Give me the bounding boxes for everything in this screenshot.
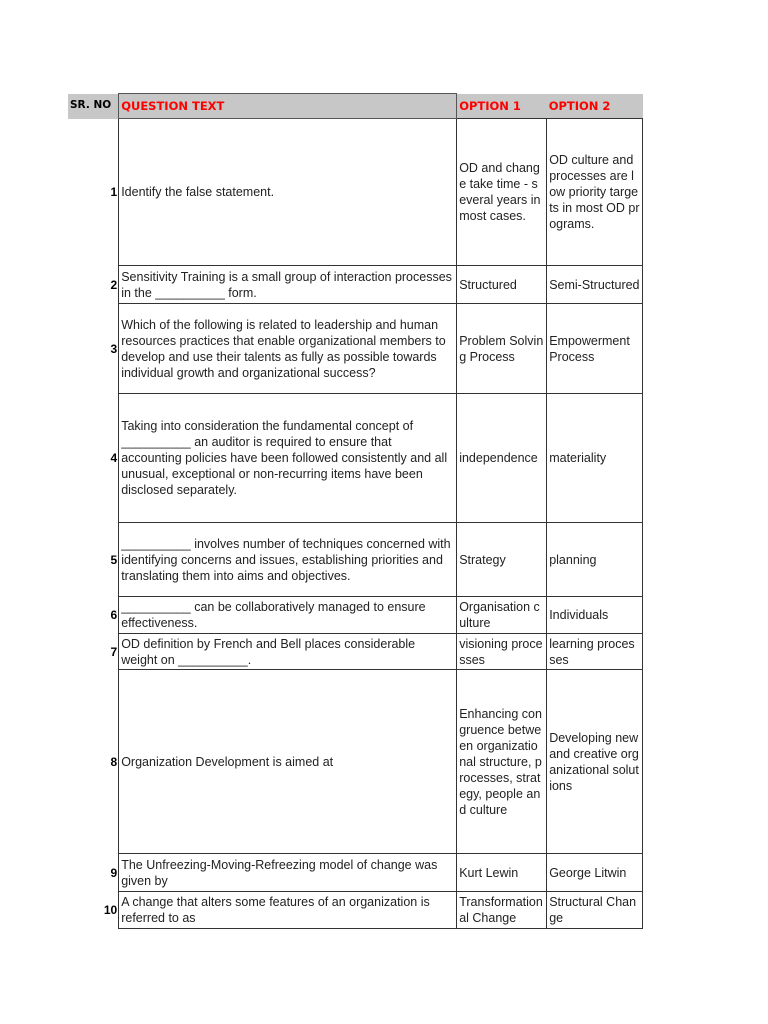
table-row: [68, 597, 643, 634]
header-option-1: OPTION 1: [457, 94, 547, 119]
table-row: [68, 266, 643, 304]
sr-no-cell: 10: [103, 903, 118, 917]
option-1-cell: Strategy: [457, 523, 547, 597]
table-row: [68, 394, 643, 523]
table-row: [68, 634, 643, 670]
table-row: [68, 670, 643, 854]
option-2-cell: Individuals: [547, 597, 643, 634]
option-1-cell: visioning processes: [457, 634, 547, 670]
question-cell: The Unfreezing-Moving-Refreezing model of change was given by: [119, 854, 457, 892]
option-2-cell: learning processes: [547, 634, 643, 670]
option-2-cell: materiality: [547, 394, 643, 523]
header-row: [68, 94, 643, 119]
question-cell: Taking into consideration the fundamental concept of __________ an auditor is required to ensure that accounting policies have been followed consistently and all unusual, exceptional or non-recurring items have been disclosed separately.: [119, 394, 457, 523]
table-row: [68, 523, 643, 597]
question-cell: A change that alters some features of an organization is referred to as: [119, 892, 457, 929]
option-2-cell: George Litwin: [547, 854, 643, 892]
option-1-cell: Problem Solving Process: [457, 304, 547, 394]
option-1-cell: independence: [457, 394, 547, 523]
question-cell: Sensitivity Training is a small group of interaction processes in the __________ form.: [119, 266, 457, 304]
question-cell: __________ involves number of techniques concerned with identifying concerns and issues, establishing priorities and translating them into aims and objectives.: [119, 523, 457, 597]
option-1-cell: OD and change take time - several years in most cases.: [457, 119, 547, 266]
option-2-cell: Empowerment Process: [547, 304, 643, 394]
sr-no-cell: 2: [110, 277, 118, 292]
table-row: [68, 304, 643, 394]
option-2-cell: Structural Change: [547, 892, 643, 929]
sr-no-cell: 4: [110, 451, 118, 465]
option-2-cell: Developing new and creative organizational solutions: [547, 670, 643, 854]
option-2-cell: OD culture and processes are low priority targets in most OD programs.: [547, 119, 643, 266]
table-row: [68, 892, 643, 929]
question-cell: OD definition by French and Bell places considerable weight on __________.: [119, 634, 457, 670]
option-2-cell: planning: [547, 523, 643, 597]
sr-no-cell: 3: [110, 341, 118, 356]
sr-no-cell: 9: [110, 865, 118, 880]
sr-no-cell: 1: [110, 185, 118, 199]
option-1-cell: Kurt Lewin: [457, 854, 547, 892]
option-1-cell: Organisation culture: [457, 597, 547, 634]
option-1-cell: Structured: [457, 266, 547, 304]
table-row: [68, 119, 643, 266]
header-sr-no: SR. NO: [68, 94, 119, 119]
sr-no-cell: 5: [110, 552, 118, 567]
question-cell: Organization Development is aimed at: [119, 670, 457, 854]
header-question-text: QUESTION TEXT: [119, 94, 457, 119]
table-row: [68, 854, 643, 892]
header-option-2: OPTION 2: [547, 94, 643, 119]
question-cell: Which of the following is related to leadership and human resources practices that enable organizational members to develop and use their talents as fully as possible towards individual growth and organizational success?: [119, 304, 457, 394]
question-cell: __________ can be collaboratively managed to ensure effectiveness.: [119, 597, 457, 634]
question-cell: Identify the false statement.: [119, 119, 457, 266]
option-1-cell: Enhancing congruence between organizational structure, processes, strategy, people and culture: [457, 670, 547, 854]
option-2-cell: Semi-Structured: [547, 266, 643, 304]
sr-no-cell: 8: [110, 754, 118, 769]
sr-no-cell: 6: [110, 608, 118, 622]
option-1-cell: Transformational Change: [457, 892, 547, 929]
question-table: [68, 93, 643, 929]
sr-no-cell: 7: [110, 644, 118, 659]
